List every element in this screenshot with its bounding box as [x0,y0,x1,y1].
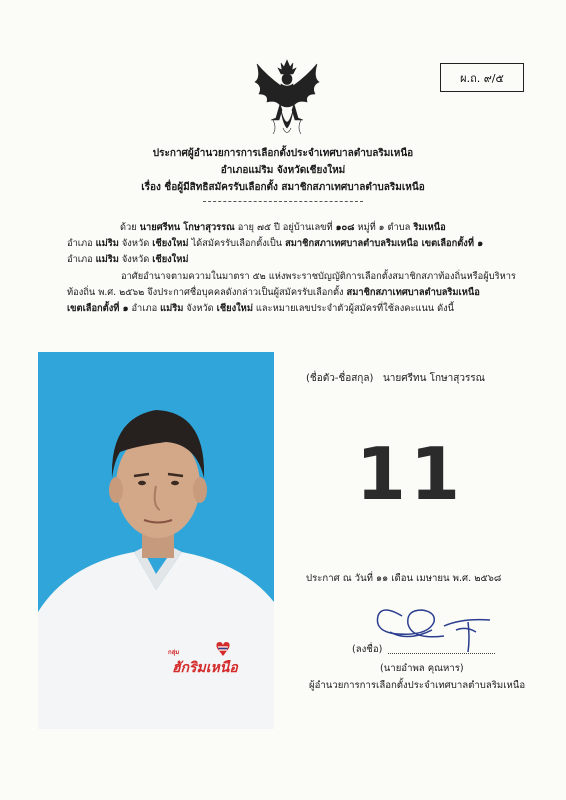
announcement-title: ประกาศผู้อำนวยการการเลือกตั้งประจำเทศบาลตำบลริมเหนือ [152,148,414,159]
handwritten-signature [372,598,502,656]
paragraph1-line3: อำเภอ แม่ริม จังหวัด เชียงใหม่ [67,254,189,265]
paragraph1-line1: ด้วย นายศรีทน โกษาสุวรรณ อายุ ๗๕ ปี อยู่บ้านเลขที่ ๑๐๘ หมู่ที่ ๑ ตำบล ริมเหนือ [120,222,446,233]
candidate-number: 11 [355,432,465,516]
paragraph2-line2: ท้องถิ่น พ.ศ. ๒๕๖๒ จึงประกาศชื่อบุคคลดังกล่าวเป็นผู้สมัครรับเลือกตั้ง สมาชิกสภาเทศบาลตำบลริมเหนือ [67,287,480,298]
candidate-portrait [38,352,274,729]
announce-date: ประกาศ ณ วันที่ ๑๑ เดือน เมษายน พ.ศ. ๒๕๖๘ [306,573,502,584]
officer-name: (นายอำพล คุณหาร) [380,663,464,674]
form-code-box [440,63,524,92]
group-logo-prefix: กลุ่ม [168,649,180,656]
candidate-name-line [306,371,485,386]
announcement-district: อำเภอแม่ริม จังหวัดเชียงใหม่ [220,165,346,176]
candidate-name-label: (ชื่อตัว-ชื่อสกุล) [306,373,374,384]
header-divider [203,201,363,202]
officer-title: ผู้อำนวยการการเลือกตั้งประจำเทศบาลตำบลริมเหนือ [309,680,526,691]
paragraph2-line1: อาศัยอำนาจตามความในมาตรา ๕๒ แห่งพระราชบัญญัติการเลือกตั้งสมาชิกสภาท้องถิ่นหรือผู้บริหาร [121,271,516,282]
paragraph2-line3: เขตเลือกตั้งที่ ๑ อำเภอ แม่ริม จังหวัด เชียงใหม่ และหมายเลขประจำตัวผู้สมัครที่ใช้ลงคะแนน ดังนี้ [67,303,455,314]
candidate-name: นายศรีทน โกษาสุวรรณ [382,373,485,384]
signature-line [388,653,495,654]
group-logo-text: ฮักริมเหนือ [172,660,238,676]
garuda-emblem [251,58,323,138]
signature-label: (ลงชื่อ) [352,644,383,655]
flag-heart-icon [216,641,230,657]
candidate-photo [38,352,274,729]
announcement-subject: เรื่อง ชื่อผู้มีสิทธิสมัครรับเลือกตั้ง สมาชิกสภาเทศบาลตำบลริมเหนือ [141,182,425,193]
paragraph1-line2: อำเภอ แม่ริม จังหวัด เชียงใหม่ ได้สมัครรับเลือกตั้งเป็น สมาชิกสภาเทศบาลตำบลริมเหนือ เขตเลือกตั้งที่ ๑ [67,238,484,249]
group-logo [168,649,238,689]
form-code: ผ.ถ. ๙/๕ [460,71,504,85]
